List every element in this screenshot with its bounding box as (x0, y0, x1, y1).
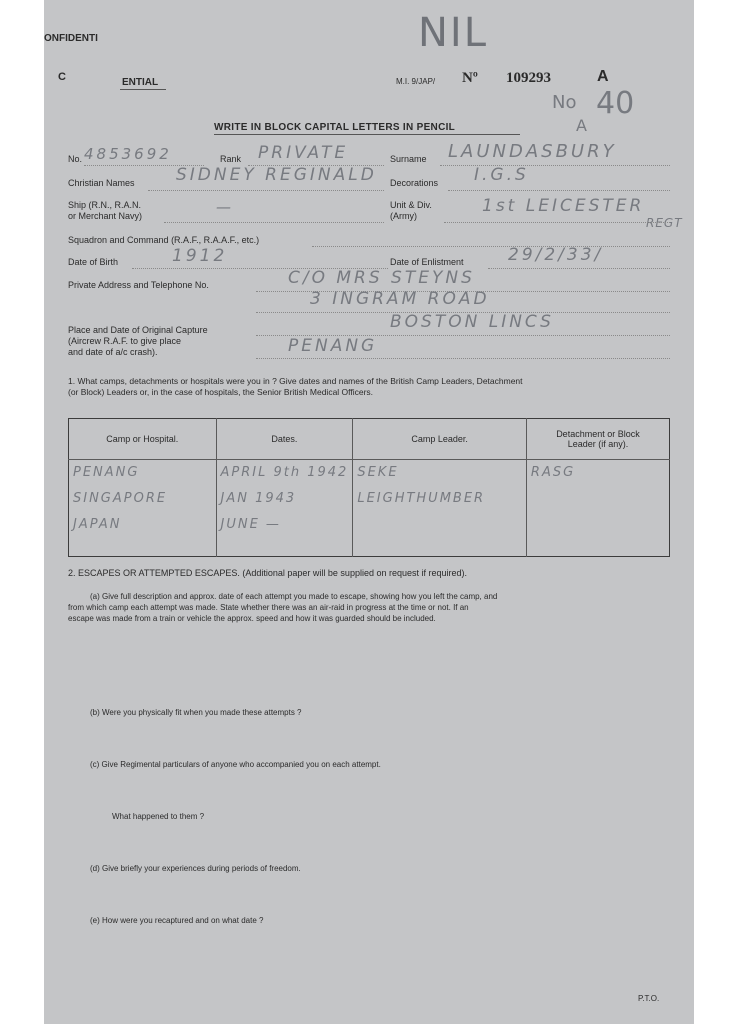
ship-label-2: or Merchant Navy) (68, 211, 143, 221)
question-1-line-2: (or Block) Leaders or, in the case of hospitals, the Senior British Medical Officers. (68, 387, 374, 397)
detachment-header-line-1: Detachment or Block (556, 429, 640, 439)
stamp-letter: A (576, 116, 587, 135)
handwritten-nil: NIL (418, 10, 489, 56)
address-label: Private Address and Telephone No. (68, 280, 209, 290)
unit-value-2: REGT (646, 216, 683, 230)
camps-column (69, 460, 217, 557)
table-cell: JAPAN (73, 517, 122, 532)
pto-label: P.T.O. (638, 994, 660, 1003)
form-page (44, 0, 694, 1024)
unit-value: 1st LEICESTER (482, 196, 645, 216)
address-line-2: 3 INGRAM ROAD (310, 289, 490, 309)
question-1-line-1: 1. What camps, detachments or hospitals were you in ? Give dates and names of the British Camp Leaders, Detachment (68, 376, 523, 386)
dates-header: Dates. (216, 419, 353, 460)
instruction-heading: WRITE IN BLOCK CAPITAL LETTERS IN PENCIL (214, 122, 456, 133)
question-2a-line-2: from which camp each attempt was made. State whether there was an air-raid in progress at the time or not. If an (68, 603, 469, 612)
question-2-title: 2. ESCAPES OR ATTEMPTED ESCAPES. (Additional paper will be supplied on request if required). (68, 568, 468, 578)
question-2a-line-1: (a) Give full description and approx. date of each attempt you made to escape, showing how you left the camp, and (90, 592, 498, 601)
detachment-header (526, 419, 669, 460)
confidential-second: ENTIAL (122, 77, 159, 88)
stamp-number: 40 (596, 86, 635, 121)
enlistment-value: 29/2/33/ (508, 245, 604, 265)
camps-table (68, 418, 670, 557)
question-2a-line-3: escape was made from a train or vehicle the approx. speed and how it was guarded should be included. (68, 614, 436, 623)
capture-value: PENANG (288, 336, 378, 356)
question-2c-follow: What happened to them ? (112, 812, 205, 821)
capture-label-3: and date of a/c crash). (68, 347, 158, 357)
form-suffix: A (597, 68, 609, 85)
rank-value: PRIVATE (258, 143, 349, 163)
dates-column (216, 460, 353, 557)
detachment-header-line-2: Leader (if any). (567, 439, 629, 449)
detachment-column (526, 460, 669, 557)
leaders-column (353, 460, 527, 557)
form-number: 109293 (506, 70, 551, 86)
confidential-top: ONFIDENTI (44, 33, 98, 44)
camp-header: Camp or Hospital. (69, 419, 217, 460)
number-label: Nº (462, 70, 478, 86)
address-line-3: BOSTON LINCS (390, 312, 554, 332)
christian-names-value: SIDNEY REGINALD (176, 165, 377, 185)
no-value: 4853692 (84, 145, 172, 163)
surname-value: LAUNDASBURY (448, 141, 617, 162)
capture-label: Place and Date of Original Capture (68, 325, 208, 335)
question-2b: (b) Were you physically fit when you made these attempts ? (90, 708, 302, 717)
dob-label: Date of Birth (68, 257, 119, 267)
camp-leader-header: Camp Leader. (353, 419, 527, 460)
enlistment-label: Date of Enlistment (390, 257, 464, 267)
surname-label: Surname (390, 154, 427, 164)
dob-value: 1912 (172, 246, 228, 266)
stamp-no: No (552, 92, 577, 113)
table-cell: APRIL 9th 1942 (220, 465, 349, 480)
table-cell: SINGAPORE (73, 491, 168, 506)
ship-label: Ship (R.N., R.A.N. (68, 200, 142, 210)
squadron-label: Squadron and Command (R.A.F., R.A.A.F., etc.) (68, 235, 260, 245)
table-cell: SEKE (357, 465, 399, 480)
table-cell: JAN 1943 (220, 491, 297, 506)
table-cell: RASG (530, 465, 576, 480)
address-line-1: C/O MRS STEYNS (288, 268, 475, 288)
table-cell: PENANG (73, 465, 140, 480)
table-cell: JUNE — (220, 517, 281, 532)
decorations-label: Decorations (390, 178, 439, 188)
question-2e: (e) How were you recaptured and on what date ? (90, 916, 264, 925)
ship-value: — (216, 198, 234, 216)
question-2c: (c) Give Regimental particulars of anyone who accompanied you on each attempt. (90, 760, 381, 769)
capture-label-2: (Aircrew R.A.F. to give place (68, 336, 182, 346)
mi-reference: M.I. 9/JAP/ (396, 77, 436, 86)
confidential-c: C (58, 71, 66, 83)
question-2d: (d) Give briefly your experiences during periods of freedom. (90, 864, 301, 873)
unit-label: Unit & Div. (390, 200, 432, 210)
unit-label-2: (Army) (390, 211, 417, 221)
decorations-value: I.G.S (474, 165, 529, 185)
rank-label: Rank (220, 154, 242, 164)
christian-names-label: Christian Names (68, 178, 135, 188)
table-cell: LEIGHTHUMBER (357, 491, 486, 506)
no-label: No. (68, 154, 83, 164)
